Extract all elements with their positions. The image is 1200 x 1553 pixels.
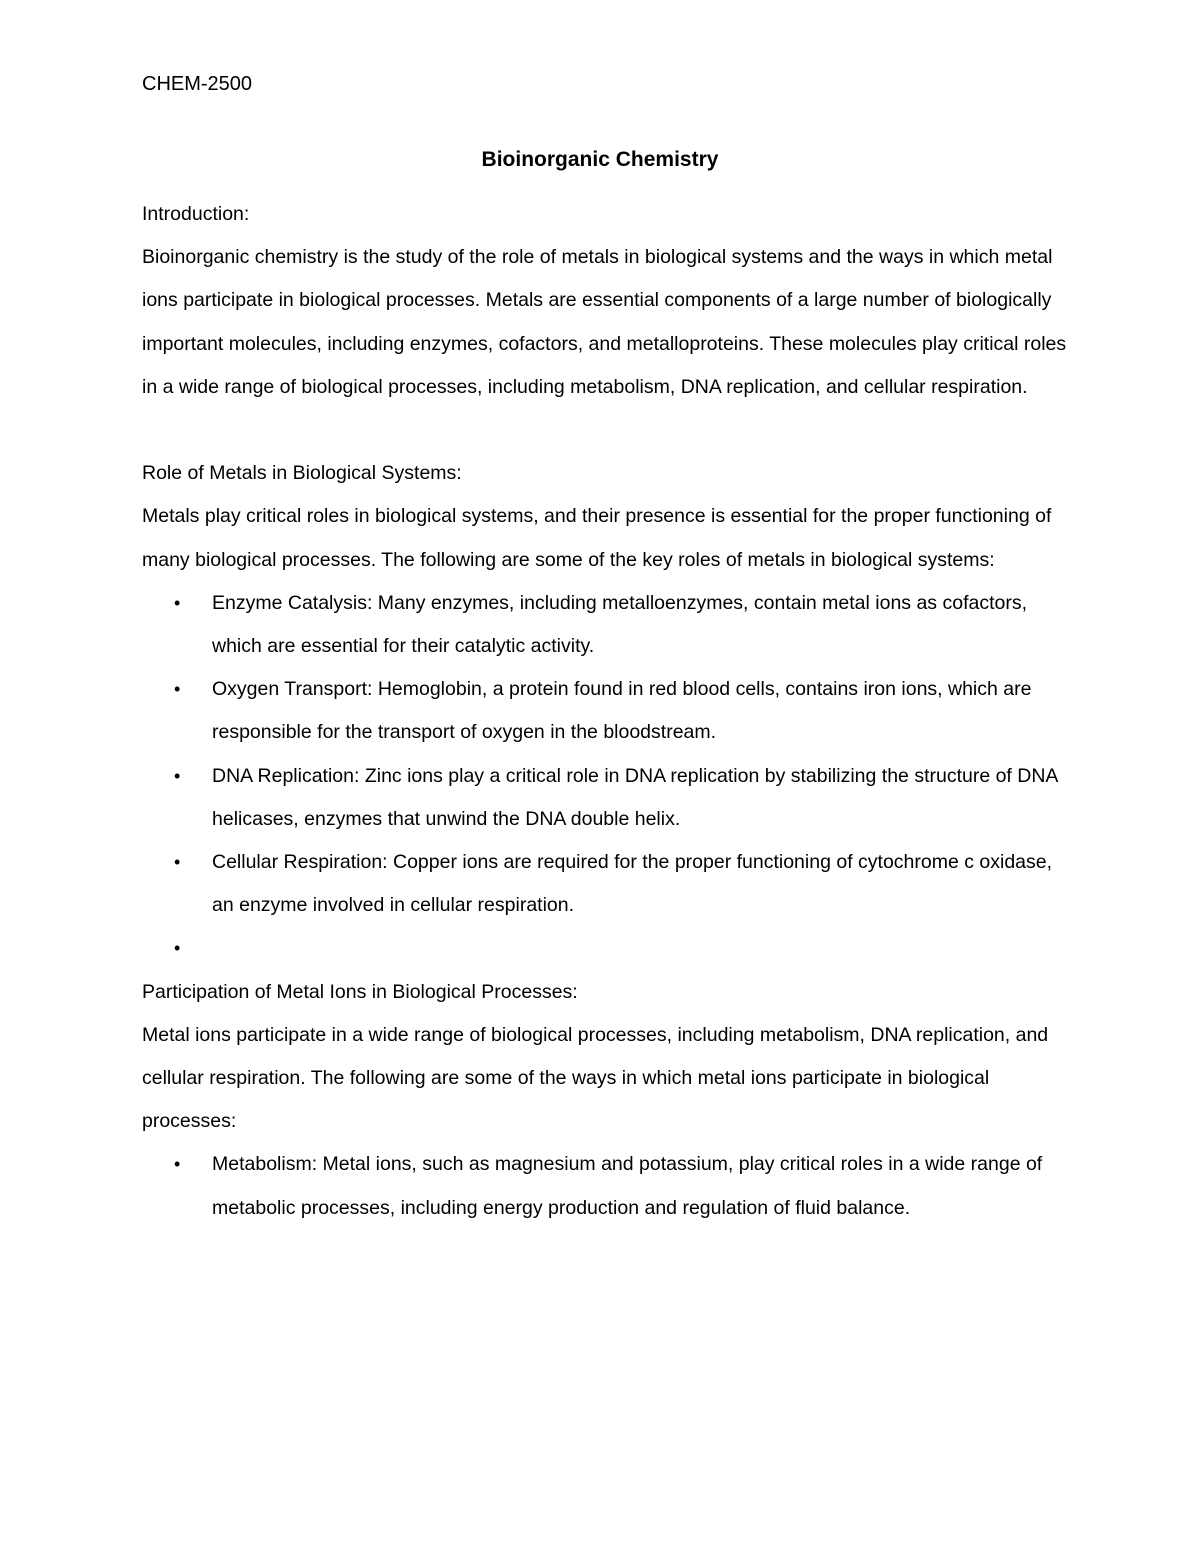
section-role-of-metals xyxy=(142,452,1067,970)
bullet-icon: • xyxy=(174,852,181,873)
course-code: CHEM-2500 xyxy=(142,73,253,95)
section-participation-of-metal-ions xyxy=(142,971,1067,1230)
list-item xyxy=(142,1143,1067,1229)
section-heading: Role of Metals in Biological Systems: xyxy=(142,462,462,485)
bullet-icon: • xyxy=(174,765,181,786)
bullet-icon: • xyxy=(174,592,181,613)
section-paragraph: Metal ions participate in a wide range of biological processes, including metabolism, DNA replication, and cellular respiration. The following are some of the ways in which metal ions participate in biological processes: xyxy=(142,1023,1049,1133)
bullet-icon: • xyxy=(174,679,181,700)
section-paragraph: Bioinorganic chemistry is the study of the role of metals in biological systems and the ways in which metal ions participate in biological processes. Metals are essential components of a large number of biologically important molecules, including enzymes, cofactors, and metalloproteins. These molecules play critical roles in a wide range of biological processes, including metabolism, DNA replication, and cellular respiration. xyxy=(142,246,1067,398)
paragraph-spacer xyxy=(142,409,1067,452)
list-item xyxy=(142,582,1067,668)
bullet-icon: • xyxy=(174,1154,181,1175)
document-body xyxy=(142,193,1067,1230)
section-heading: Introduction: xyxy=(142,203,250,225)
list-item-text: Enzyme Catalysis: Many enzymes, including metalloenzymes, contain metal ions as cofactors, which are essential for their catalytic activity. xyxy=(212,591,1028,658)
list-item xyxy=(142,755,1067,841)
list-item-text: Cellular Respiration: Copper ions are required for the proper functioning of cytochrome c oxidase, an enzyme involved in cellular respiration. xyxy=(212,851,1053,917)
bullet-icon: • xyxy=(174,938,181,959)
bullet-list xyxy=(142,582,1067,971)
section-heading: Participation of Metal Ions in Biological Processes: xyxy=(142,980,578,1003)
list-item-text: DNA Replication: Zinc ions play a critical role in DNA replication by stabilizing the structure of DNA helicases, enzymes that unwind the DNA double helix. xyxy=(212,764,1058,830)
list-item xyxy=(142,841,1067,927)
bullet-list xyxy=(142,1143,1067,1229)
document-title: Bioinorganic Chemistry xyxy=(481,148,719,171)
section-paragraph: Metals play critical roles in biological systems, and their presence is essential for the proper functioning of many biological processes. The following are some of the key roles of metals in biological systems: xyxy=(142,505,1052,571)
list-item xyxy=(142,668,1067,754)
list-item-text: Metabolism: Metal ions, such as magnesium and potassium, play critical roles in a wide range of metabolic processes, including energy production and regulation of fluid balance. xyxy=(212,1153,1043,1219)
list-item-empty xyxy=(142,927,1067,970)
list-item-text: Oxygen Transport: Hemoglobin, a protein found in red blood cells, contains iron ions, which are responsible for the transport of oxygen in the bloodstream. xyxy=(212,678,1032,744)
section-introduction xyxy=(142,193,1067,409)
